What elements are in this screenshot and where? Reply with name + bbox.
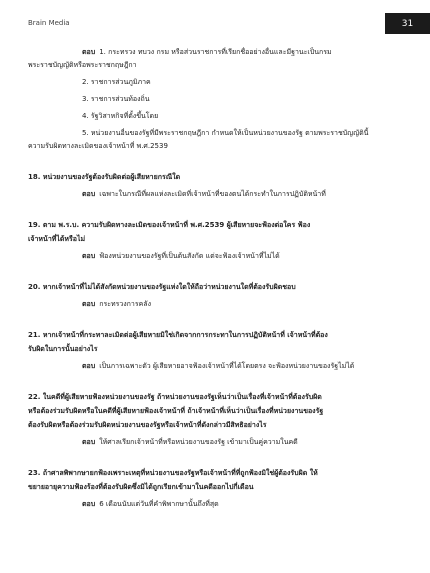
answer-block — [28, 436, 400, 449]
header-brand: Brain Media — [28, 19, 70, 27]
answer-text: พระราชบัญญัติหรือพระราชกฤษฎีกา — [28, 61, 137, 69]
answer-block — [28, 250, 400, 263]
question-text: ขยายอายุความฟ้องร้องที่ต้องรับผิดซึ่งมิได้ถูกเรียกเข้ามาในคดีออกไปกี่เดือน — [28, 483, 254, 491]
question-21 — [28, 328, 400, 356]
answer-label: ตอบ — [82, 438, 96, 446]
answer-label: ตอบ — [82, 300, 96, 308]
question-text: 23. ถ้าศาลพิพากษายกฟ้องเพราะเหตุที่หน่วยงานของรัฐหรือเจ้าหน้าที่ที่ถูกฟ้องมิใช่ผู้ต้องรับผิด ให้ — [28, 469, 318, 477]
answer-text: เป็นการเฉพาะตัว ผู้เสียหายอาจฟ้องเจ้าหน้าที่ได้โดยตรง จะฟ้องหน่วยงานของรัฐไม่ได้ — [99, 362, 355, 370]
list-item: 2. ราชการส่วนภูมิภาค — [82, 78, 151, 86]
question-text: 21. หากเจ้าหน้าที่กระทาละเมิดต่อผู้เสียหายมิใช่เกิดจากการกระทาในการปฏิบัติหน้าที่ เจ้าหน้าที่ต้อง — [28, 331, 328, 339]
list-item: 5. หน่วยงานอื่นของรัฐที่มีพระราชกฤษฎีกา กำหนดให้เป็นหน่วยงานของรัฐ ตามพระราชบัญญัตินี้ — [82, 129, 369, 137]
list-item: 3. ราชการส่วนท้องถิ่น — [82, 95, 150, 103]
answer-text: ให้ศาลเรียกเจ้าหน้าที่หรือหน่วยงานของรัฐ เข้ามาเป็นคู่ความในคดี — [99, 438, 298, 446]
answer-label: ตอบ — [82, 190, 96, 198]
answer-label: ตอบ — [82, 362, 96, 370]
page-number: 31 — [385, 13, 430, 34]
answer-text: กระทรวงการคลัง — [99, 300, 152, 308]
answer-block — [28, 360, 400, 373]
question-text: หรือต้องร่วมรับผิดหรือในคดีที่ผู้เสียหายฟ้องเจ้าหน้าที่ ถ้าเจ้าหน้าที่เห็นว่าเป็นเรื่องที่หน่วยงานของรัฐ — [28, 407, 324, 415]
question-text: รับผิดในการนั้นอย่างไร — [28, 345, 98, 353]
question-23 — [28, 466, 400, 494]
answer-text: 1. กระทรวง ทบวง กรม หรือส่วนราชการที่เรียกชื่ออย่างอื่นและมีฐานะเป็นกรม — [99, 48, 332, 56]
question-20 — [28, 280, 400, 294]
question-22 — [28, 390, 400, 432]
answer-block — [28, 188, 400, 201]
answer-label: ตอบ — [82, 252, 96, 260]
answer-label: ตอบ — [82, 48, 96, 56]
question-text: 19. ตาม พ.ร.บ. ความรับผิดทางละเมิดของเจ้าหน้าที่ พ.ศ.2539 ผู้เสียหายจะฟ้องต่อใคร ฟ้อง — [28, 221, 311, 229]
answer-block — [28, 298, 400, 311]
content — [28, 46, 400, 511]
question-18 — [28, 170, 400, 184]
question-text: 22. ในคดีที่ผู้เสียหายฟ้องหน่วยงานของรัฐ ถ้าหน่วยงานของรัฐเห็นว่าเป็นเรื่องที่เจ้าหน้าที่ต้องรับผิด — [28, 393, 322, 401]
answer-block — [28, 46, 400, 59]
question-text: 20. หากเจ้าหน้าที่ไม่ได้สังกัดหน่วยงานของรัฐแห่งใดให้ถือว่าหน่วยงานใดที่ต้องรับผิดชอบ — [28, 283, 296, 291]
list-item: 4. รัฐวิสาหกิจที่ตั้งขึ้นโดย — [82, 112, 159, 120]
question-19 — [28, 218, 400, 246]
question-text: เจ้าหน้าที่ได้หรือไม่ — [28, 235, 86, 243]
question-text: 18. หน่วยงานของรัฐต้องรับผิดต่อผู้เสียหายกรณีใด — [28, 173, 181, 181]
answer-block — [28, 498, 400, 511]
answer-label: ตอบ — [82, 500, 96, 508]
question-text: ต้องรับผิดหรือต้องร่วมรับผิดหน่วยงานของรัฐหรือเจ้าหน้าที่ดังกล่าวมีสิทธิอย่างไร — [28, 421, 267, 429]
answer-text: เฉพาะในกรณีที่ผลแห่งละเมิดที่เจ้าหน้าที่ของตนได้กระทำในการปฏิบัติหน้าที่ — [99, 190, 326, 198]
answer-text: 6 เดือนนับแต่วันที่คำพิพากษานั้นถึงที่สุด — [99, 500, 219, 508]
list-item-cont: ความรับผิดทางละเมิดของเจ้าหน้าที่ พ.ศ.2539 — [28, 142, 168, 150]
answer-text: ฟ้องหน่วยงานของรัฐที่เป็นต้นสังกัด แต่จะฟ้องเจ้าหน้าที่ไม่ได้ — [99, 252, 280, 260]
